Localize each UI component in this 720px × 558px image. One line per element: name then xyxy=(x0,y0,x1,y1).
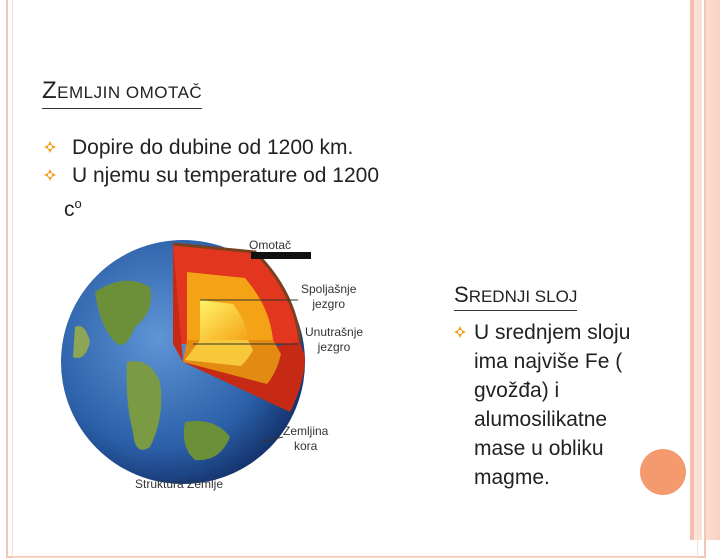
temp-degree: o xyxy=(74,196,82,211)
label-unutrasnje-jezgro xyxy=(305,325,363,355)
label-kora-line1: Zemljina xyxy=(283,424,329,438)
section-title-first-letter: S xyxy=(454,282,469,307)
bullet-text: U njemu su temperature od 1200 xyxy=(72,164,380,187)
diagram-caption: Struktura Zemlje xyxy=(135,477,224,491)
bullet-diamond-icon xyxy=(44,141,56,153)
label-spoljasnje-line2: jezgro xyxy=(312,297,346,311)
right-bullet-line: ima najviše Fe ( xyxy=(474,350,623,373)
bullet-list xyxy=(44,134,444,224)
right-bullet-line: magme. xyxy=(474,466,550,489)
right-bullet-line: U srednjem sloju xyxy=(474,321,631,344)
slide-title xyxy=(42,78,202,109)
earth-structure-diagram xyxy=(55,232,395,502)
bullet-continuation xyxy=(64,190,444,224)
title-first-letter: Z xyxy=(42,77,58,104)
bullet-diamond-icon xyxy=(44,169,56,181)
label-zemljina-kora xyxy=(283,424,328,454)
list-item xyxy=(44,134,444,162)
label-unutrasnje-line1: Unutrašnje xyxy=(305,325,364,339)
list-item xyxy=(454,318,664,492)
label-spoljasnje-jezgro xyxy=(301,282,356,312)
label-unutrasnje-line2: jezgro xyxy=(317,340,351,354)
right-bullet-line: mase u obliku xyxy=(474,437,604,460)
temp-unit: c xyxy=(64,198,75,221)
title-rest: EMLJIN OMOTAČ xyxy=(57,83,203,102)
right-bullet-list xyxy=(454,318,664,492)
label-kora-line2: kora xyxy=(294,439,318,453)
label-spoljasnje-line1: Spoljašnje xyxy=(301,282,357,296)
bullet-text: Dopire do dubine od 1200 km. xyxy=(72,136,354,159)
section-title-rest: REDNJI SLOJ xyxy=(468,287,578,306)
right-bullet-line: gvožđa) i xyxy=(474,379,560,402)
omotac-marker xyxy=(251,252,311,259)
section-title xyxy=(454,283,577,311)
right-bullet-line: alumosilikatne xyxy=(474,408,608,431)
bullet-diamond-icon xyxy=(454,326,466,338)
list-item xyxy=(44,162,444,224)
earth-cutaway-illustration xyxy=(55,232,395,502)
label-omotac: Omotač xyxy=(249,238,292,252)
